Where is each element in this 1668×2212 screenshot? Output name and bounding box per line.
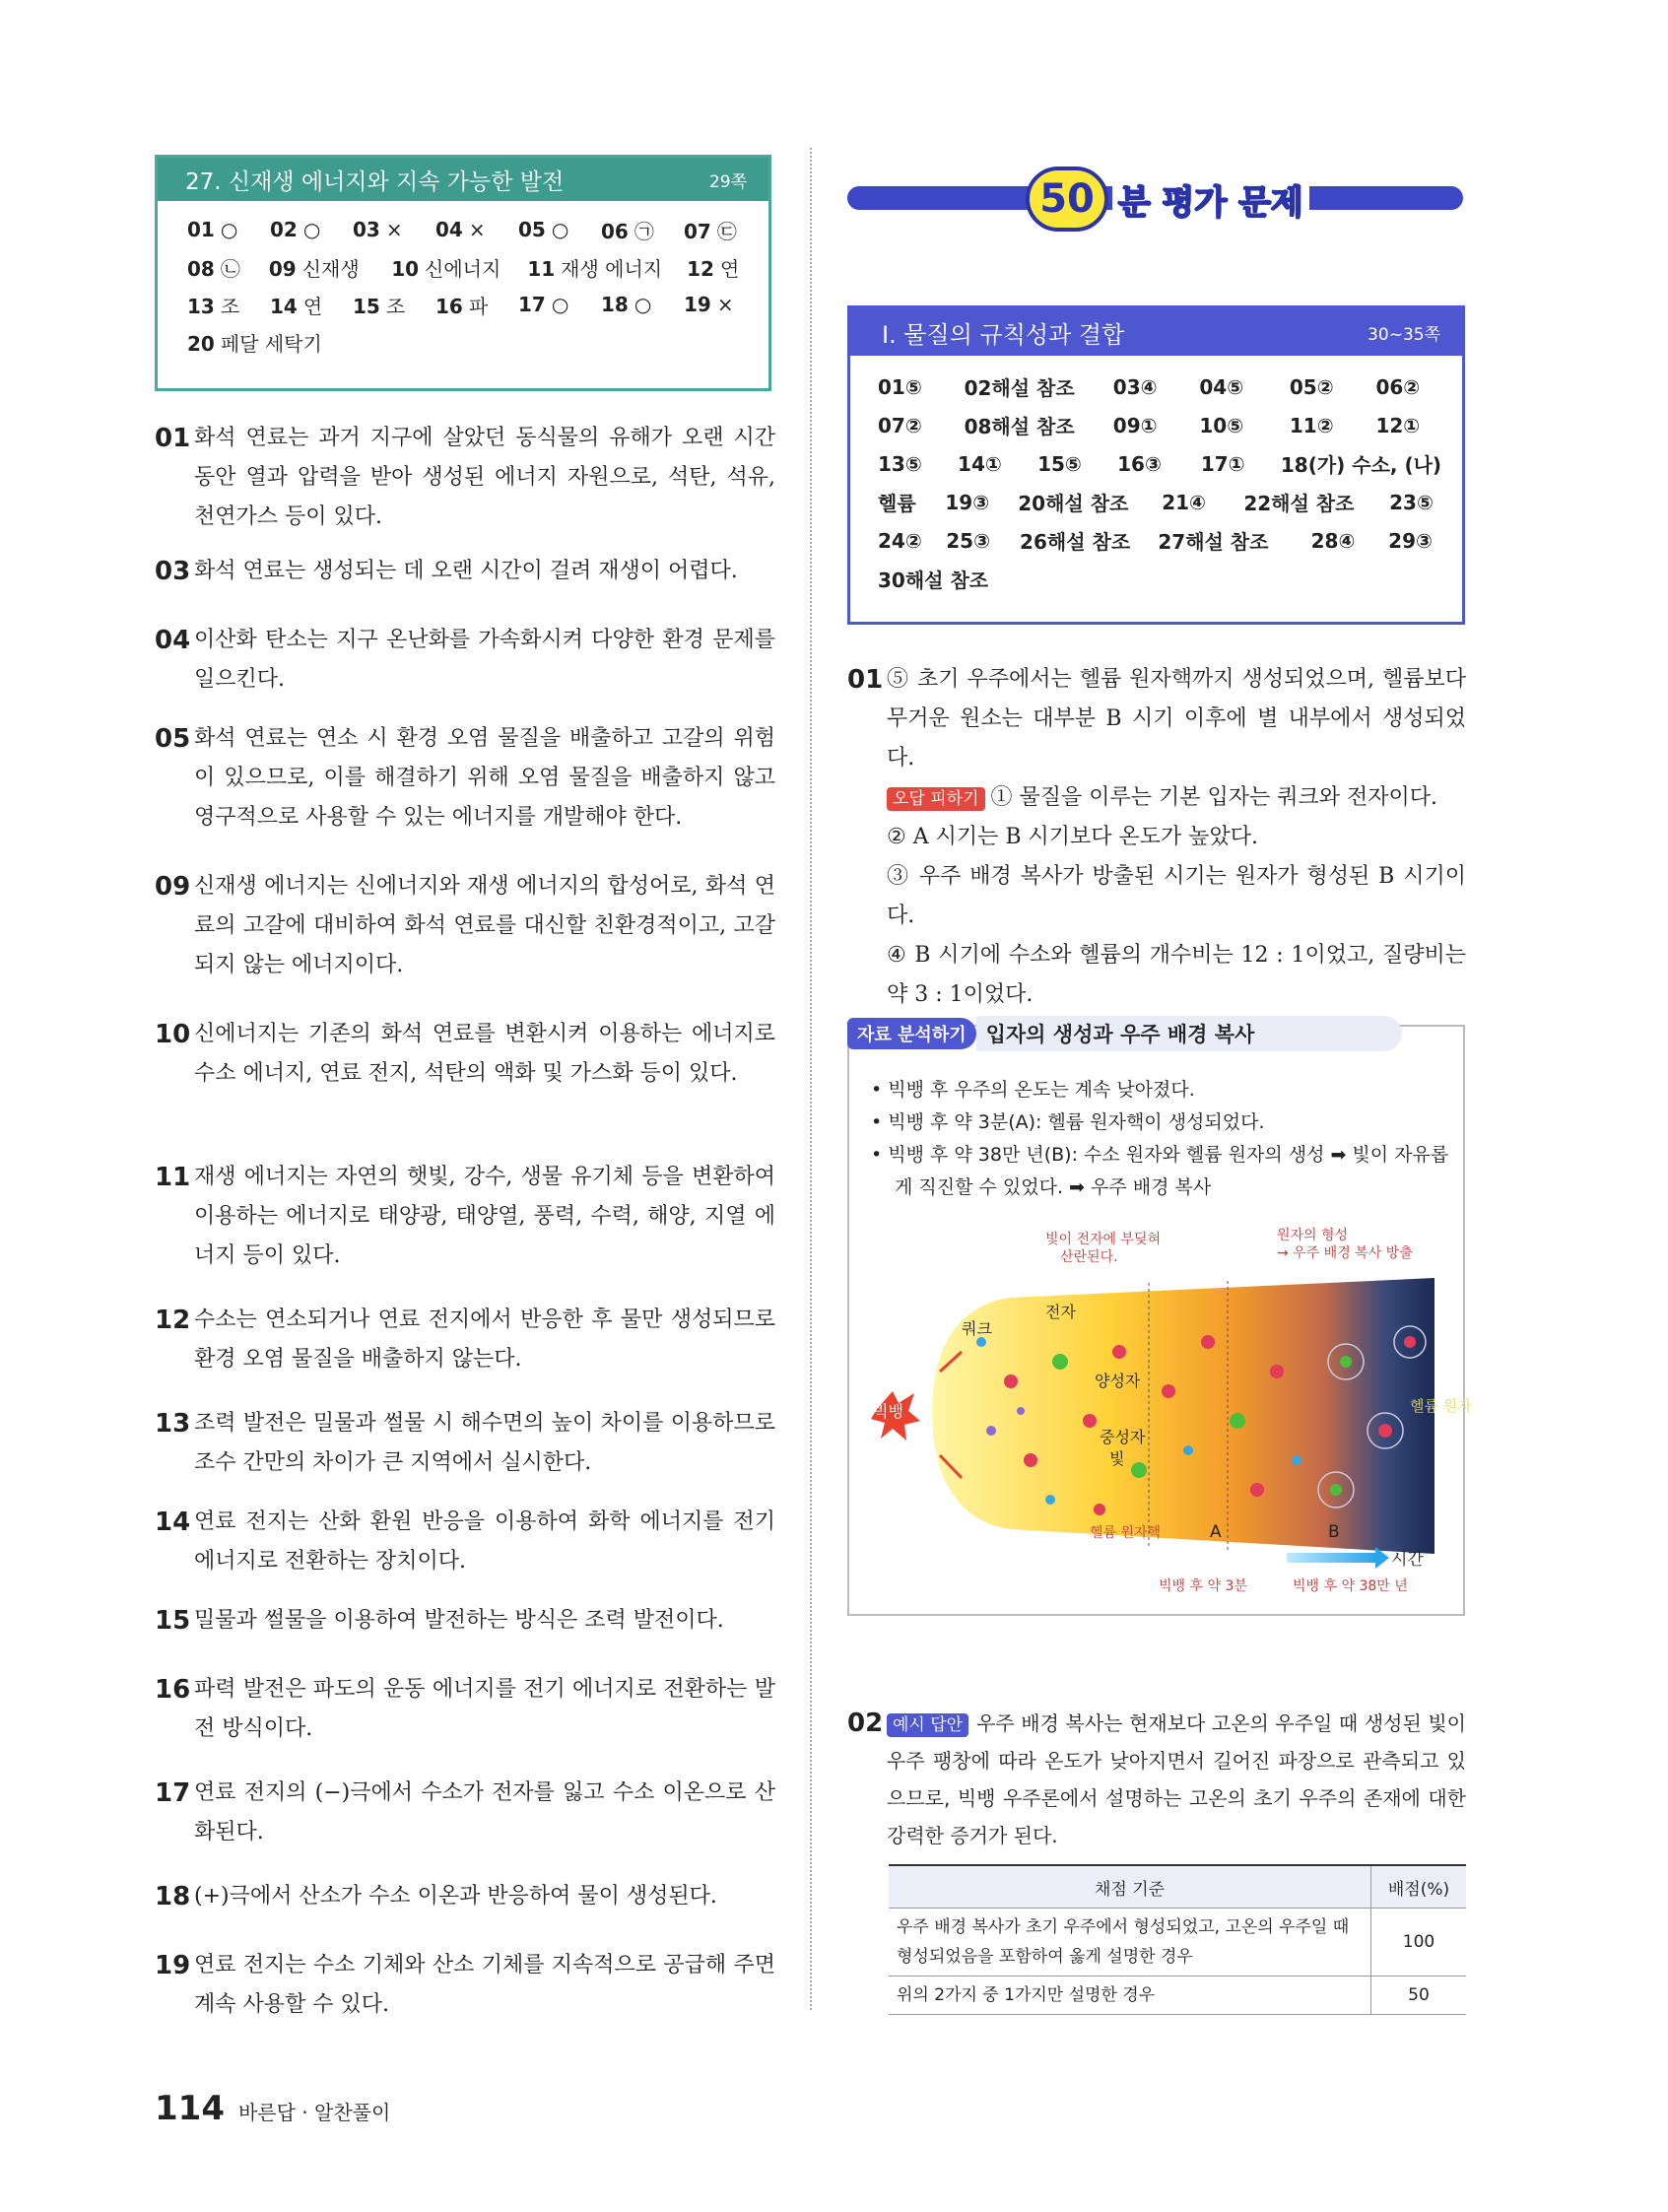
answer-value: ×: [468, 218, 486, 241]
answer-number: 07: [684, 219, 711, 243]
fifty-minute-banner: [847, 165, 1463, 234]
answer-value: 신에너지: [425, 256, 501, 281]
answer-value: ③: [1416, 528, 1433, 553]
explanation-item: [155, 1503, 775, 1581]
answer-item: [187, 218, 270, 241]
avoid-line-3: ③ 우주 배경 복사가 방출된 시기는 원자가 형성된 B 시기이다.: [887, 864, 1466, 928]
answer-item: [965, 411, 1113, 439]
explanation-item: [155, 1877, 775, 1916]
answer-box-27: [155, 155, 771, 391]
answer-box-title: 27. 신재생 에너지와 지속 가능한 발전: [185, 168, 565, 195]
answer-value: ①: [984, 451, 1002, 476]
column-divider: [810, 148, 812, 2010]
answer-value: 페달 세탁기: [220, 331, 322, 356]
answer-number: 20: [187, 331, 215, 356]
explanation-item: [155, 1601, 775, 1641]
big-bang-diagram: [863, 1224, 1472, 1608]
answer-value: 신재생: [301, 256, 360, 281]
explanation-item: [155, 719, 775, 838]
answer-item: [1018, 488, 1162, 516]
answer-row: [878, 368, 1462, 406]
answer-value: ①: [1403, 413, 1421, 437]
example-answer-tag: 예시 답안: [887, 1713, 968, 1737]
answer-number: 11: [1289, 413, 1317, 437]
answer-item: [270, 291, 353, 319]
answer-value: 해설 참조: [1046, 530, 1131, 554]
answer-value: ③: [972, 490, 990, 514]
answer-item: [1117, 452, 1201, 476]
grading-criteria: 우주 배경 복사가 초기 우주에서 형성되었고, 고온의 우주일 때 형성되었음을 포함하여 옳게 설명한 경우: [889, 1909, 1371, 1977]
explanation-text: 조력 발전은 밀물과 썰물 시 해수면의 높이 차이를 이용하므로 조수 간만의 차이가 큰 지역에서 실시한다.: [194, 1411, 775, 1475]
answer-row: [878, 483, 1462, 521]
answer-value: ③: [973, 528, 990, 553]
answer-item: [1201, 452, 1281, 476]
explanation-text: 수소는 연소되거나 연료 전지에서 반응한 후 물만 생성되므로 환경 오염 물질을 배출하지 않는다.: [194, 1307, 775, 1372]
answer-number: 01: [187, 218, 215, 241]
answer-number: 06: [601, 219, 629, 243]
answer-item: [187, 291, 270, 319]
answer-value: ②: [904, 528, 922, 553]
grading-table: [889, 1864, 1466, 2015]
explanation-text: 신재생 에너지는 신에너지와 재생 에너지의 합성어로, 화석 연료의 고갈에 대비하여 화석 연료를 대신할 친환경적이고, 고갈되지 않는 에너지이다.: [194, 874, 775, 977]
explanation-item: [155, 1774, 775, 1852]
analysis-header: [847, 1017, 1402, 1050]
answer-value: ×: [385, 218, 403, 241]
answer-item: [270, 218, 353, 241]
answer-value: ②: [1316, 413, 1334, 437]
explanation-text: 파력 발전은 파도의 운동 에너지를 전기 에너지로 전환하는 발전 방식이다.: [194, 1677, 775, 1741]
universe-shape: [932, 1278, 1434, 1554]
data-analysis-box: [847, 1023, 1472, 1616]
analysis-label: 자료 분석하기: [847, 1018, 976, 1049]
answer-number: 14: [958, 451, 985, 476]
answer-value: ㉠: [634, 219, 654, 243]
answer-value: ○: [220, 218, 238, 241]
explanation-item: [155, 419, 775, 537]
answer-value: ①: [1228, 451, 1245, 476]
answer-number: 21: [1162, 490, 1190, 514]
answer-item: [878, 414, 965, 437]
answer-item: [1389, 491, 1462, 514]
label-time: 시간: [1391, 1550, 1424, 1570]
explanation-number: 18: [155, 1882, 191, 1911]
label-electron: 전자: [1045, 1303, 1076, 1321]
explanation-text: 재생 에너지는 자연의 햇빛, 강수, 생물 유기체 등을 변환하여 이용하는 에너지로 태양광, 태양열, 풍력, 수력, 해양, 지열 에너지 등이 있다.: [194, 1165, 775, 1268]
answer-value: 조: [385, 294, 406, 318]
answer-number: 05: [1289, 374, 1317, 399]
answer-row: [187, 323, 768, 361]
answer-value: 해설 참조: [1045, 492, 1129, 515]
answer-number: 17: [518, 293, 546, 316]
explanation-item: [155, 1670, 775, 1749]
explanation-number: 02: [847, 1709, 884, 1738]
answer-number: 27: [1158, 530, 1186, 554]
explanation-number: 13: [155, 1409, 191, 1439]
answer-number: 10: [391, 256, 420, 281]
banner-badge: [1020, 165, 1315, 234]
answer-item: [187, 253, 269, 282]
analysis-title: 입자의 생성과 우주 배경 복사: [976, 1016, 1403, 1051]
answer-number: 08: [187, 256, 215, 281]
answer-item: [1113, 414, 1200, 437]
explanation-item: [155, 1404, 775, 1483]
answer-box-header: [158, 158, 768, 201]
answer-item: [1158, 526, 1310, 555]
explanation-text: 연료 전지는 수소 기체와 산소 기체를 지속적으로 공급해 주면 계속 사용할 수 있다.: [194, 1953, 775, 2017]
answer-item: [353, 291, 435, 319]
answer-number: 26: [1020, 530, 1047, 554]
answer-number: 01: [878, 374, 905, 399]
answer-item: [965, 372, 1113, 401]
label-neutron: 중성자: [1100, 1428, 1146, 1446]
answer-number: 22: [1243, 492, 1272, 515]
answer-value: 헬륨: [878, 492, 916, 515]
explanation-number: 12: [155, 1306, 191, 1335]
answer-item: [601, 216, 684, 244]
answer-value: ㉢: [716, 219, 737, 243]
answer-number: 04: [435, 218, 463, 241]
explanation-01: [847, 660, 1466, 1015]
explanation-item: [155, 867, 775, 985]
answer-number: 25: [946, 528, 974, 553]
answer-value: ⑤: [904, 374, 922, 399]
answer-item: [1199, 375, 1290, 399]
explanation-item: [155, 1946, 775, 2025]
answer-value: ○: [551, 293, 569, 316]
explanation-number: 01: [847, 665, 884, 695]
answer-number: 11: [527, 256, 556, 281]
answer-item: [1290, 375, 1376, 399]
answer-item: [878, 488, 945, 516]
explanation-number: 17: [155, 1778, 191, 1808]
answer-item: [187, 328, 384, 357]
grading-score: 50: [1371, 1977, 1467, 2015]
explanation-number: 15: [155, 1606, 191, 1636]
answer-number: 20: [1018, 492, 1046, 515]
note-scatter: 빛이 전자에 부딪혀: [1045, 1232, 1162, 1247]
label-b-time: 빅뱅 후 약 38만 년: [1293, 1578, 1408, 1594]
answer-value: ①: [1140, 413, 1158, 437]
answer-row: [187, 286, 768, 323]
answer-grid: [158, 201, 768, 361]
label-quark: 쿼크: [962, 1319, 992, 1338]
answer-item: [684, 293, 767, 316]
unit-title: Ⅰ. 물질의 규칙성과 결합: [882, 320, 1125, 349]
answer-number: 19: [684, 293, 711, 316]
explanation-number: 10: [155, 1020, 191, 1049]
explanation-item: [155, 1158, 775, 1276]
grading-criteria: 위의 2가지 중 1가지만 설명한 경우: [889, 1977, 1371, 2015]
answer-item: [878, 375, 965, 399]
answer-number: 05: [518, 218, 546, 241]
answer-value: ⑤: [1227, 374, 1244, 399]
explanation-main: ⑤ 초기 우주에서는 헬륨 원자핵까지 생성되었으며, 헬륨보다 무거운 원소는 대부분 B 시기 이후에 별 내부에서 생성되었다.: [887, 667, 1466, 771]
note-scatter-2: 산란된다.: [1060, 1249, 1118, 1265]
time-arrow: [1287, 1553, 1375, 1563]
answer-row: [187, 211, 768, 248]
explanation-text: 연료 전지의 (−)극에서 수소가 전자를 잃고 수소 이온으로 산화된다.: [194, 1780, 775, 1844]
answer-value: ②: [1316, 374, 1334, 399]
answer-item: [1113, 375, 1200, 399]
answer-number: 04: [1199, 374, 1228, 399]
answer-item: [946, 529, 1020, 553]
answer-value: ×: [716, 293, 734, 316]
answer-item: [684, 216, 767, 244]
explanation-item: [155, 552, 775, 591]
answer-item: [687, 253, 768, 282]
answer-item: [878, 565, 1075, 593]
answer-item: [1311, 529, 1389, 553]
explanation-number: 01: [155, 424, 191, 453]
answer-value: ⑤: [904, 451, 922, 476]
answer-value: 연: [302, 294, 323, 318]
page-footer: [155, 2089, 390, 2128]
answer-item: [958, 452, 1037, 476]
explanation-text: 화석 연료는 과거 지구에 살았던 동식물의 유해가 오랜 시간 동안 열과 압력을 받아 생성된 에너지 자원으로, 석탄, 석유, 천연가스 등이 있다.: [194, 426, 775, 529]
answer-number: 19: [945, 490, 973, 514]
label-A: A: [1210, 1522, 1222, 1542]
avoid-line-4: ④ B 시기에 수소와 헬륨의 개수비는 12 : 1이었고, 질량비는 약 3 : 1이었다.: [887, 943, 1466, 1007]
answer-box-unit1: [847, 305, 1465, 625]
explanation-number: 03: [155, 557, 191, 586]
avoid-line-2: ② A 시기는 B 시기보다 온도가 높았다.: [887, 825, 1259, 849]
answer-value: (가) 수소, (나): [1307, 453, 1442, 477]
answer-number: 13: [878, 451, 905, 476]
answer-number: 16: [435, 294, 463, 318]
answer-number: 06: [1375, 374, 1404, 399]
explanation-text: 이산화 탄소는 지구 온난화를 가속화시켜 다양한 환경 문제를 일으킨다.: [194, 628, 775, 692]
answer-number: 02: [270, 218, 298, 241]
answer-value: 해설 참조: [991, 415, 1075, 438]
explanation-item: [155, 1015, 775, 1094]
explanation-number: 14: [155, 1508, 191, 1537]
answer-number: 15: [353, 294, 380, 318]
answer-value: ⑤: [1416, 490, 1434, 514]
explanation-number: 19: [155, 1951, 191, 1980]
label-he-atom: 헬륨 원자: [1410, 1397, 1472, 1415]
answer-value: ⑤: [1227, 413, 1244, 437]
answer-item: [391, 253, 527, 282]
answer-value: 해설 참조: [1185, 530, 1269, 554]
answer-item: [1020, 526, 1158, 555]
answer-item: [518, 218, 601, 241]
answer-item: [1199, 414, 1290, 437]
explanation-number: 05: [155, 724, 191, 754]
answer-item: [435, 291, 518, 319]
answer-number: 07: [878, 413, 905, 437]
answer-value: ③: [1144, 451, 1162, 476]
answer-number: 18: [601, 293, 629, 316]
answer-value: 해설 참조: [1271, 492, 1355, 515]
unit-header: [850, 308, 1462, 356]
answer-number: 15: [1037, 451, 1065, 476]
grading-score: 100: [1371, 1909, 1467, 1977]
answer-value: 해설 참조: [904, 569, 989, 592]
answer-item: [353, 218, 435, 241]
answer-number: 14: [270, 294, 298, 318]
explanation-item: [155, 1301, 775, 1379]
answer-number: 09: [1112, 413, 1141, 437]
grading-header-row: [889, 1865, 1466, 1909]
unit-answer-grid: [850, 356, 1462, 598]
example-answer-text: 우주 배경 복사는 현재보다 고온의 우주일 때 생성된 빛이 우주 팽창에 따라 온도가 낮아지면서 길어진 파장으로 관측되고 있으므로, 빅뱅 우주론에서 설명하는 고온의 초기 우주의 존재에 대한 강력한 증거가 된다.: [887, 1711, 1466, 1847]
answer-number: 09: [268, 256, 297, 281]
answer-item: [1388, 529, 1462, 553]
explanation-text: 신에너지는 기존의 화석 연료를 변환시켜 이용하는 에너지로 수소 에너지, 연료 전지, 석탄의 액화 및 가스화 등이 있다.: [194, 1022, 775, 1086]
answer-row: [878, 406, 1462, 444]
label-proton: 양성자: [1095, 1372, 1141, 1390]
analysis-bullet: • 빅뱅 후 우주의 온도는 계속 낮아졌다.: [871, 1079, 1195, 1101]
answer-item: [945, 491, 1018, 514]
answer-value: ○: [551, 218, 569, 241]
answer-row: [878, 444, 1462, 483]
explanation-number: 09: [155, 872, 191, 902]
answer-number: 28: [1310, 528, 1339, 553]
answer-number: 29: [1388, 528, 1417, 553]
avoid-text-1: ① 물질을 이루는 기본 입자는 쿼크와 전자이다.: [990, 785, 1438, 810]
answer-value: ㉡: [220, 256, 240, 281]
answer-box-page: 29쪽: [708, 171, 747, 192]
answer-value: 해설 참조: [991, 376, 1075, 400]
answer-row: [187, 248, 768, 286]
answer-item: [1375, 414, 1462, 437]
explanation-02: [847, 1705, 1466, 1854]
answer-value: ②: [904, 413, 922, 437]
answer-item: [1037, 452, 1117, 476]
answer-number: 08: [964, 415, 992, 438]
explanation-text: 밀물과 썰물을 이용하여 발전하는 방식은 조력 발전이다.: [194, 1608, 724, 1633]
banner-text: 분 평가 문제: [1112, 175, 1309, 224]
answer-number: 16: [1117, 451, 1145, 476]
answer-number: 23: [1389, 490, 1417, 514]
answer-number: 10: [1199, 413, 1228, 437]
table-row: [889, 1977, 1466, 2015]
label-bigbang: 빅뱅: [873, 1402, 903, 1421]
answer-item: [269, 253, 391, 282]
answer-item: [518, 293, 601, 316]
answer-item: [527, 253, 687, 282]
answer-value: ○: [302, 218, 321, 241]
answer-item: [1243, 488, 1389, 516]
answer-value: 재생 에너지: [561, 256, 663, 281]
answer-value: ④: [1338, 528, 1356, 553]
answer-number: 03: [1112, 374, 1141, 399]
explanation-number: 16: [155, 1675, 191, 1705]
answer-item: [435, 218, 518, 241]
avoid-line-1: [887, 778, 1466, 818]
label-light: 빛: [1109, 1449, 1125, 1468]
answer-value: ⑤: [1064, 451, 1082, 476]
unit-page: 30~35쪽: [1368, 324, 1440, 345]
answer-number: 18: [1280, 453, 1308, 477]
banner-fifty: 50: [1026, 167, 1108, 232]
answer-value: ④: [1140, 374, 1158, 399]
answer-item: [1162, 491, 1243, 514]
explanation-item: [155, 621, 775, 700]
avoid-tag: 오답 피하기: [887, 787, 985, 811]
note-atom: 원자의 형성: [1277, 1228, 1349, 1243]
page-number: 114: [155, 2089, 225, 2128]
explanation-number: 11: [155, 1163, 191, 1192]
answer-number: 12: [1375, 413, 1404, 437]
answer-value: 조: [220, 294, 240, 318]
answer-value: ④: [1189, 490, 1206, 514]
analysis-bullets: [871, 1074, 1452, 1204]
answer-item: [1281, 449, 1462, 478]
answer-item: [878, 529, 946, 553]
answer-item: [878, 452, 958, 476]
answer-number: 30: [878, 569, 905, 592]
answer-value: ②: [1403, 374, 1421, 399]
answer-number: 13: [187, 294, 215, 318]
answer-value: 파: [468, 294, 489, 318]
label-a-time: 빅뱅 후 약 3분: [1159, 1578, 1247, 1594]
answer-value: 연: [719, 256, 740, 281]
answer-number: 03: [353, 218, 380, 241]
answer-row: [878, 560, 1462, 598]
answer-number: 12: [687, 256, 714, 281]
label-B: B: [1328, 1522, 1340, 1542]
explanation-number: 04: [155, 626, 191, 655]
label-he-nucleus: 헬륨 원자핵: [1090, 1525, 1162, 1541]
explanation-text: (+)극에서 산소가 수소 이온과 반응하여 물이 생성된다.: [194, 1884, 717, 1909]
grading-header-score: 배점(%): [1371, 1865, 1467, 1909]
explanation-text: 연료 전지는 산화 환원 반응을 이용하여 화학 에너지를 전기 에너지로 전환하는 장치이다.: [194, 1509, 775, 1574]
answer-number: 02: [964, 376, 992, 400]
analysis-bullet: • 빅뱅 후 약 38만 년(B): 수소 원자와 헬륨 원자의 생성 ➡ 빛이 자유롭게 직진할 수 있었다. ➡ 우주 배경 복사: [871, 1144, 1449, 1198]
analysis-bullet: • 빅뱅 후 약 3분(A): 헬륨 원자핵이 생성되었다.: [871, 1111, 1265, 1133]
grading-header-criteria: 채점 기준: [889, 1865, 1371, 1909]
explanation-text: 화석 연료는 연소 시 환경 오염 물질을 배출하고 고갈의 위험이 있으므로, 이를 해결하기 위해 오염 물질을 배출하지 않고 영구적으로 사용할 수 있는 에너지를 개발해야 한다.: [194, 726, 775, 830]
answer-number: 24: [878, 528, 905, 553]
answer-row: [878, 521, 1462, 560]
book-title: 바른답 · 알찬풀이: [237, 2101, 391, 2124]
note-atom-2: → 우주 배경 복사 방출: [1277, 1245, 1413, 1261]
answer-item: [601, 293, 684, 316]
answer-item: [1375, 375, 1462, 399]
answer-item: [1290, 414, 1376, 437]
answer-value: ○: [634, 293, 652, 316]
answer-number: 17: [1200, 451, 1229, 476]
explanation-text: 화석 연료는 생성되는 데 오랜 시간이 걸려 재생이 어렵다.: [194, 559, 738, 583]
table-row: [889, 1909, 1466, 1977]
